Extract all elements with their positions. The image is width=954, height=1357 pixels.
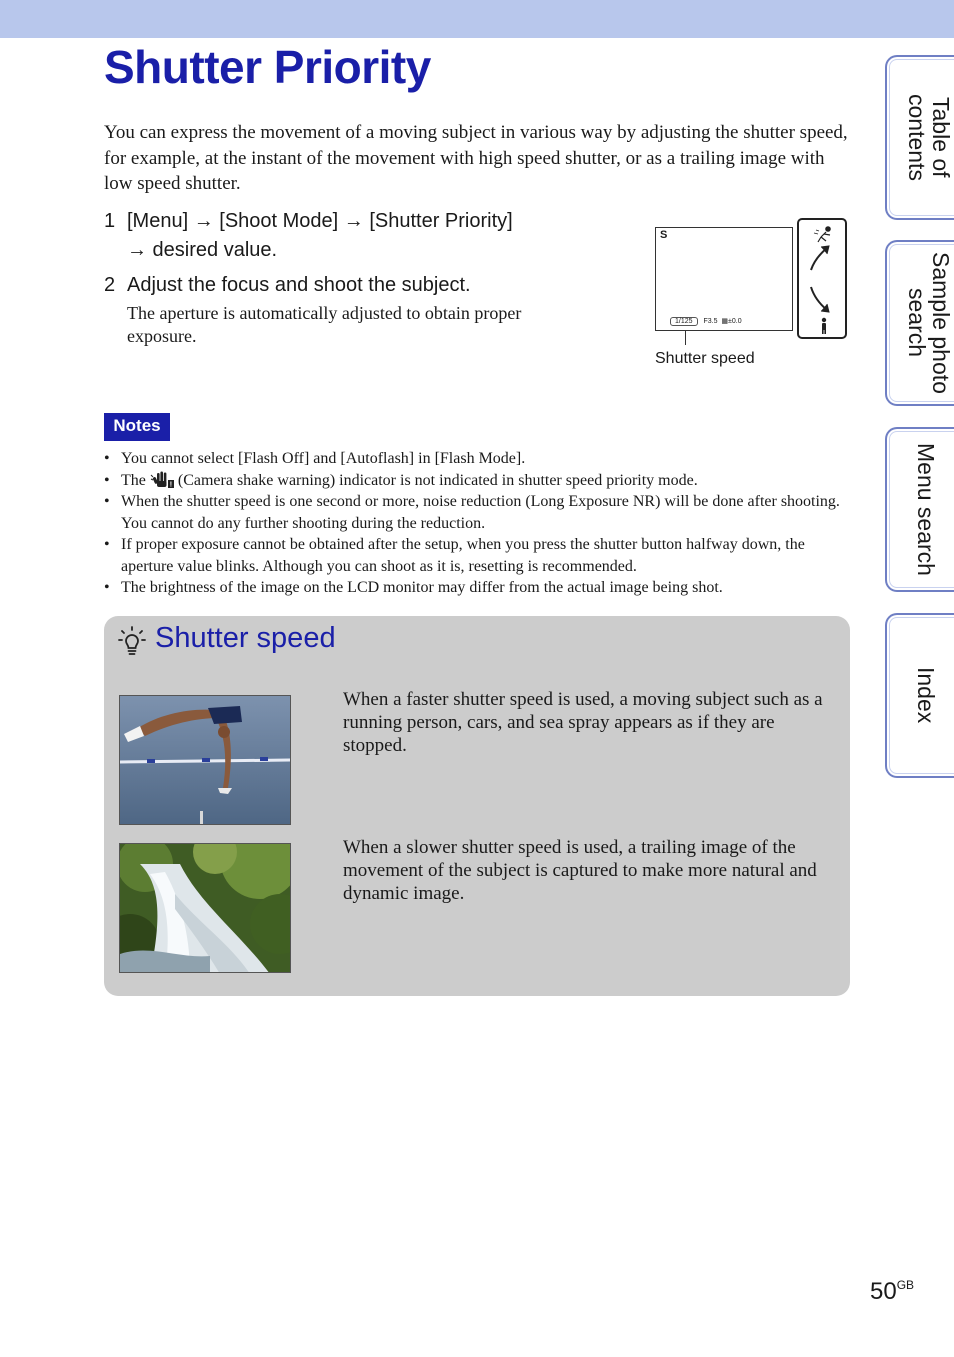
list-item: • The brightness of the image on the LCD monitor may differ from the actual image being shot. [104,577,849,599]
top-band [0,0,954,38]
running-person-icon [814,227,830,242]
tab-table-of-contents[interactable] [885,55,954,220]
aperture-value: F3.5 [703,318,718,325]
notes-label: Notes [104,413,170,441]
tab-index[interactable] [885,613,954,778]
step-text: Adjust the focus and shoot the subject. [127,274,471,296]
mode-indicator: S [660,229,668,241]
step-line: → desired value. [127,239,278,261]
camera-shake-warning-icon [150,470,174,488]
tab-label: Sample photo search [904,252,954,394]
callout-label: Shutter speed [655,350,755,367]
lcd-screen-illustration [655,227,793,331]
list-item [104,470,849,492]
note-prefix: The [121,471,146,489]
arrow-down-icon [811,287,829,312]
list-item: • When the shutter speed is one second or more, noise reduction (Long Exposure NR) will be done after shooting. You cannot do any further shooting during the reduction. [104,491,849,534]
step-detail: The aperture is automatically adjusted to obtain proper exposure. [127,303,522,346]
tab-sample-photo-search[interactable] [885,240,954,406]
list-item: • If proper exposure cannot be obtained after the setup, when you press the shutter button halfway down, the aperture value blinks. Although you can shoot as it is, resetting is recommended. [104,534,849,577]
exposure-info [670,317,742,326]
tab-menu-search[interactable] [885,427,954,592]
slow-shutter-photo [119,843,291,973]
shutter-speed-value: 1/125 [670,317,698,326]
step-text [127,207,513,265]
shutter-dial-illustration [797,218,847,339]
step-number: 1 [104,210,116,232]
list-item: • You cannot select [Flash Off] and [Autoflash] in [Flash Mode]. [104,448,849,470]
step-number: 2 [104,274,116,296]
exposure-value: ±0.0 [728,318,742,325]
fast-shutter-text: When a faster shutter speed is used, a moving subject such as a running person, cars, and sea spray appears as if they are stopped. [343,689,823,756]
tip-title: Shutter speed [155,622,336,654]
page-number [870,1278,914,1306]
page-title: Shutter Priority [104,41,431,93]
callout-line [685,331,686,345]
tab-label: Menu search [913,443,939,576]
intro-paragraph: You can express the movement of a moving subject in various way by adjusting the shutter speed, for example, at the instant of the movement with high speed shutter, or as a trailing image with low speed shutter. [104,122,848,194]
note-text: (Camera shake warning) indicator is not indicated in shutter speed priority mode. [177,471,698,489]
tab-label: Index [913,667,939,724]
slow-shutter-text: When a slower shutter speed is used, a trailing image of the movement of the subject is captured to make more natural and dynamic image. [343,837,817,904]
exposure-icon: ▦ [719,318,729,325]
lightbulb-icon [118,626,146,656]
page-number-value: 50 [870,1278,897,1305]
step-line: [Menu] → [Shoot Mode] → [Shutter Priority] [127,210,513,232]
svg-text:!: ! [169,481,173,488]
tab-label: Table of contents [904,94,954,181]
notes-list [104,448,849,599]
arrow-up-icon [811,246,829,270]
page-number-suffix: GB [896,1278,915,1292]
standing-person-icon [822,318,826,334]
fast-shutter-photo [119,695,291,825]
